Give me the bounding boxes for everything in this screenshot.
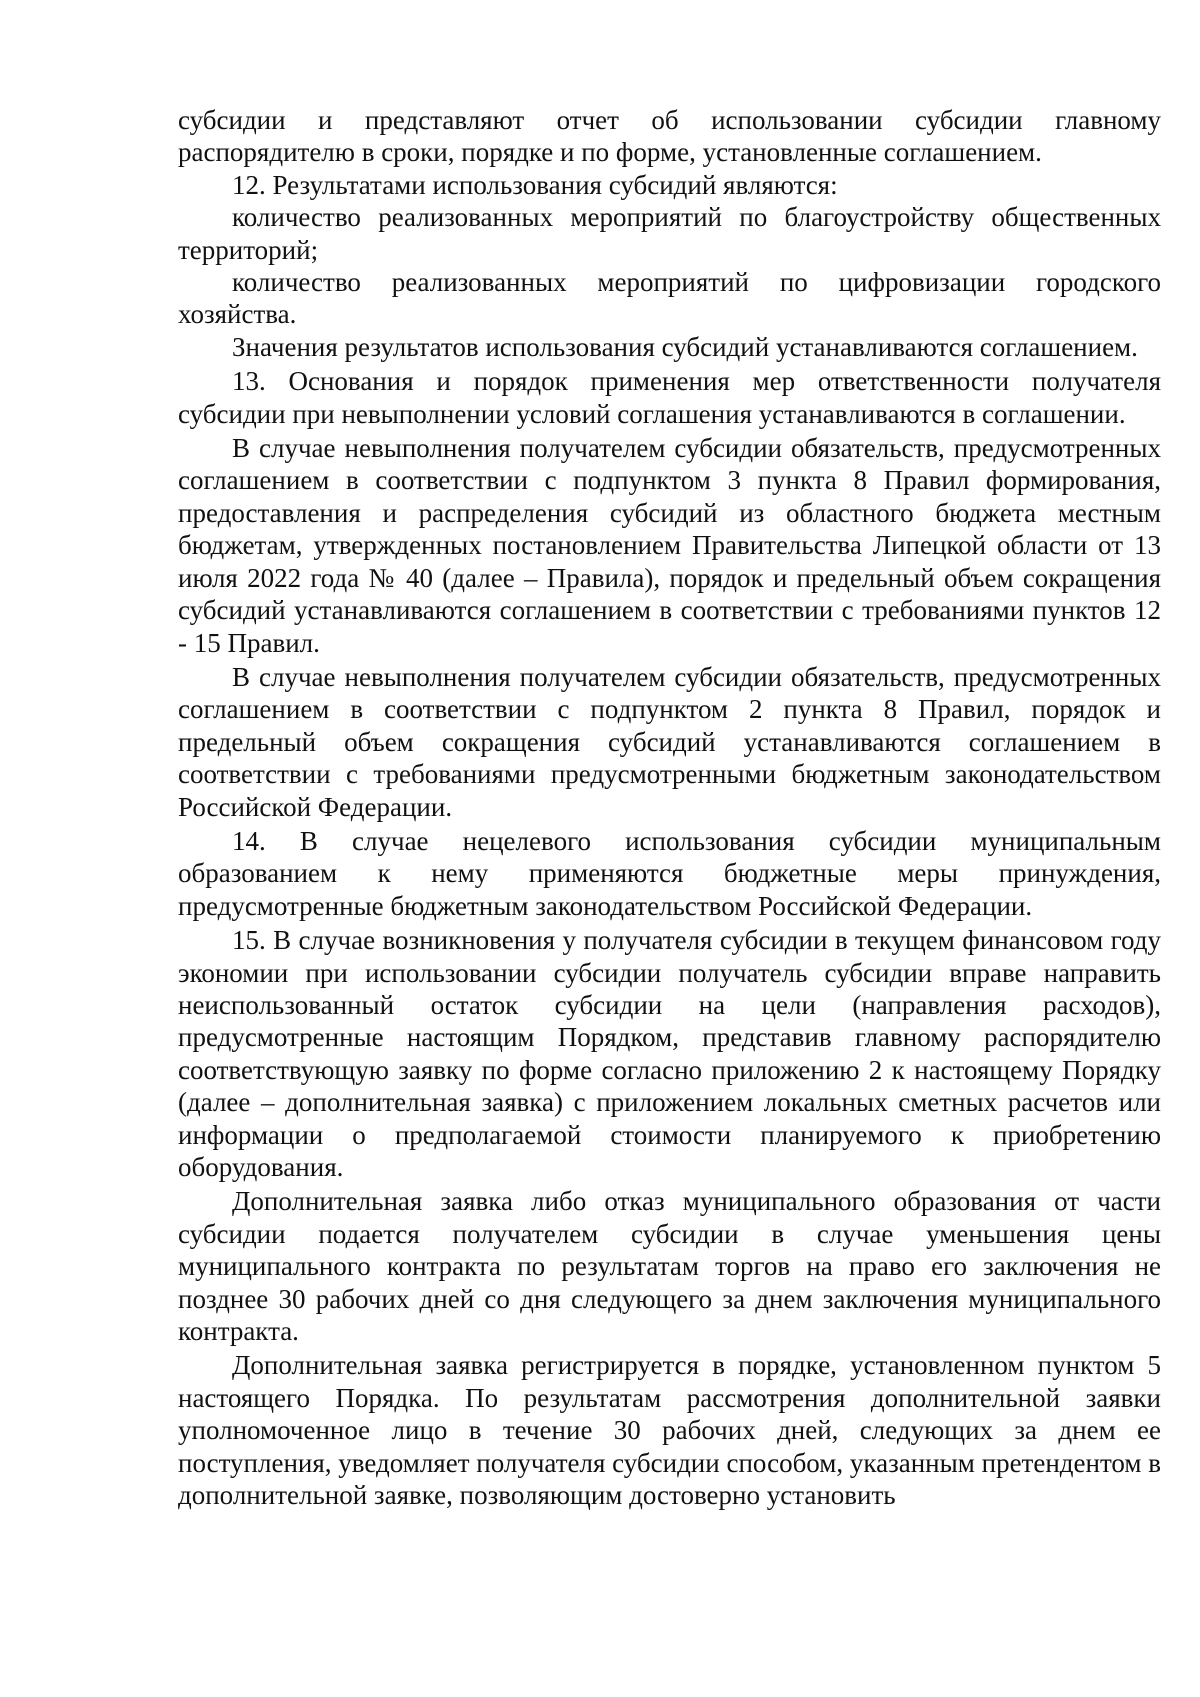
paragraph-item-14: 14. В случае нецелевого использования субсидии муниципальным образованием к нему применяются бюджетные меры принуждения, предусмотренные бюджетным законодательством Российской Федерации. xyxy=(178,825,1161,921)
paragraph-additional-application: Дополнительная заявка либо отказ муниципального образования от части субсидии подается получателем субсидии в случае уменьшения цены муниципального контракта по результатам торгов на право его заключения не позднее 30 рабочих дней со дня следующего за днем заключения муниципального контракта. xyxy=(178,1186,1161,1347)
document-page xyxy=(178,104,1161,1511)
paragraph-item-13: 13. Основания и порядок применения мер ответственности получателя субсидии при невыполнении условий соглашения устанавливаются в соглашении. xyxy=(178,366,1161,429)
paragraph-nonfulfillment-subclause-2: В случае невыполнения получателем субсидии обязательств, предусмотренных соглашением в соответствии с подпунктом 2 пункта 8 Правил, порядок и предельный объем сокращения субсидий устанавливаются соглашением в соответствии с требованиями предусмотренными бюджетным законодательством Российской Федерации. xyxy=(178,661,1161,822)
paragraph-item-12-heading: 12. Результатами использования субсидий являются: xyxy=(232,169,838,200)
paragraph-subsidy-report: субсидии и представляют отчет об использовании субсидии главному распорядителю в сроки, порядке и по форме, установленные соглашением. xyxy=(178,105,1161,168)
paragraph-application-registration: Дополнительная заявка регистрируется в порядке, установленном пунктом 5 настоящего Порядка. По результатам рассмотрения дополнительной заявки уполномоченное лицо в течение 30 рабочих дней, следующих за днем ее поступления, уведомляет получателя субсидии способом, указанным претендентом в дополнительной заявке, позволяющим достоверно установить xyxy=(178,1350,1161,1511)
paragraph-nonfulfillment-subclause-3: В случае невыполнения получателем субсидии обязательств, предусмотренных соглашением в соответствии с подпунктом 3 пункта 8 Правил формирования, предоставления и распределения субсидий из областного бюджета местным бюджетам, утвержденных постановлением Правительства Липецкой области от 13 июля 2022 года № 40 (далее – Правила), порядок и предельный объем сокращения субсидий устанавливаются соглашением в соответствии с требованиями пунктов 12 - 15 Правил. xyxy=(178,433,1161,658)
paragraph-result-values: Значения результатов использования субсидий устанавливаются соглашением. xyxy=(232,331,1138,362)
paragraph-result-digitalization: количество реализованных мероприятий по цифровизации городского хозяйства. xyxy=(178,267,1161,330)
paragraph-result-landscaping: количество реализованных мероприятий по благоустройству общественных территорий; xyxy=(178,202,1161,265)
paragraph-item-15: 15. В случае возникновения у получателя субсидии в текущем финансовом году экономии при использовании субсидии получатель субсидии вправе направить неиспользованный остаток субсидии на цели (направления расходов), предусмотренные настоящим Порядком, представив главному распорядителю соответствующую заявку по форме согласно приложению 2 к настоящему Порядку (далее – дополнительная заявка) с приложением локальных сметных расчетов или информации о предполагаемой стоимости планируемого к приобретению оборудования. xyxy=(178,925,1161,1182)
